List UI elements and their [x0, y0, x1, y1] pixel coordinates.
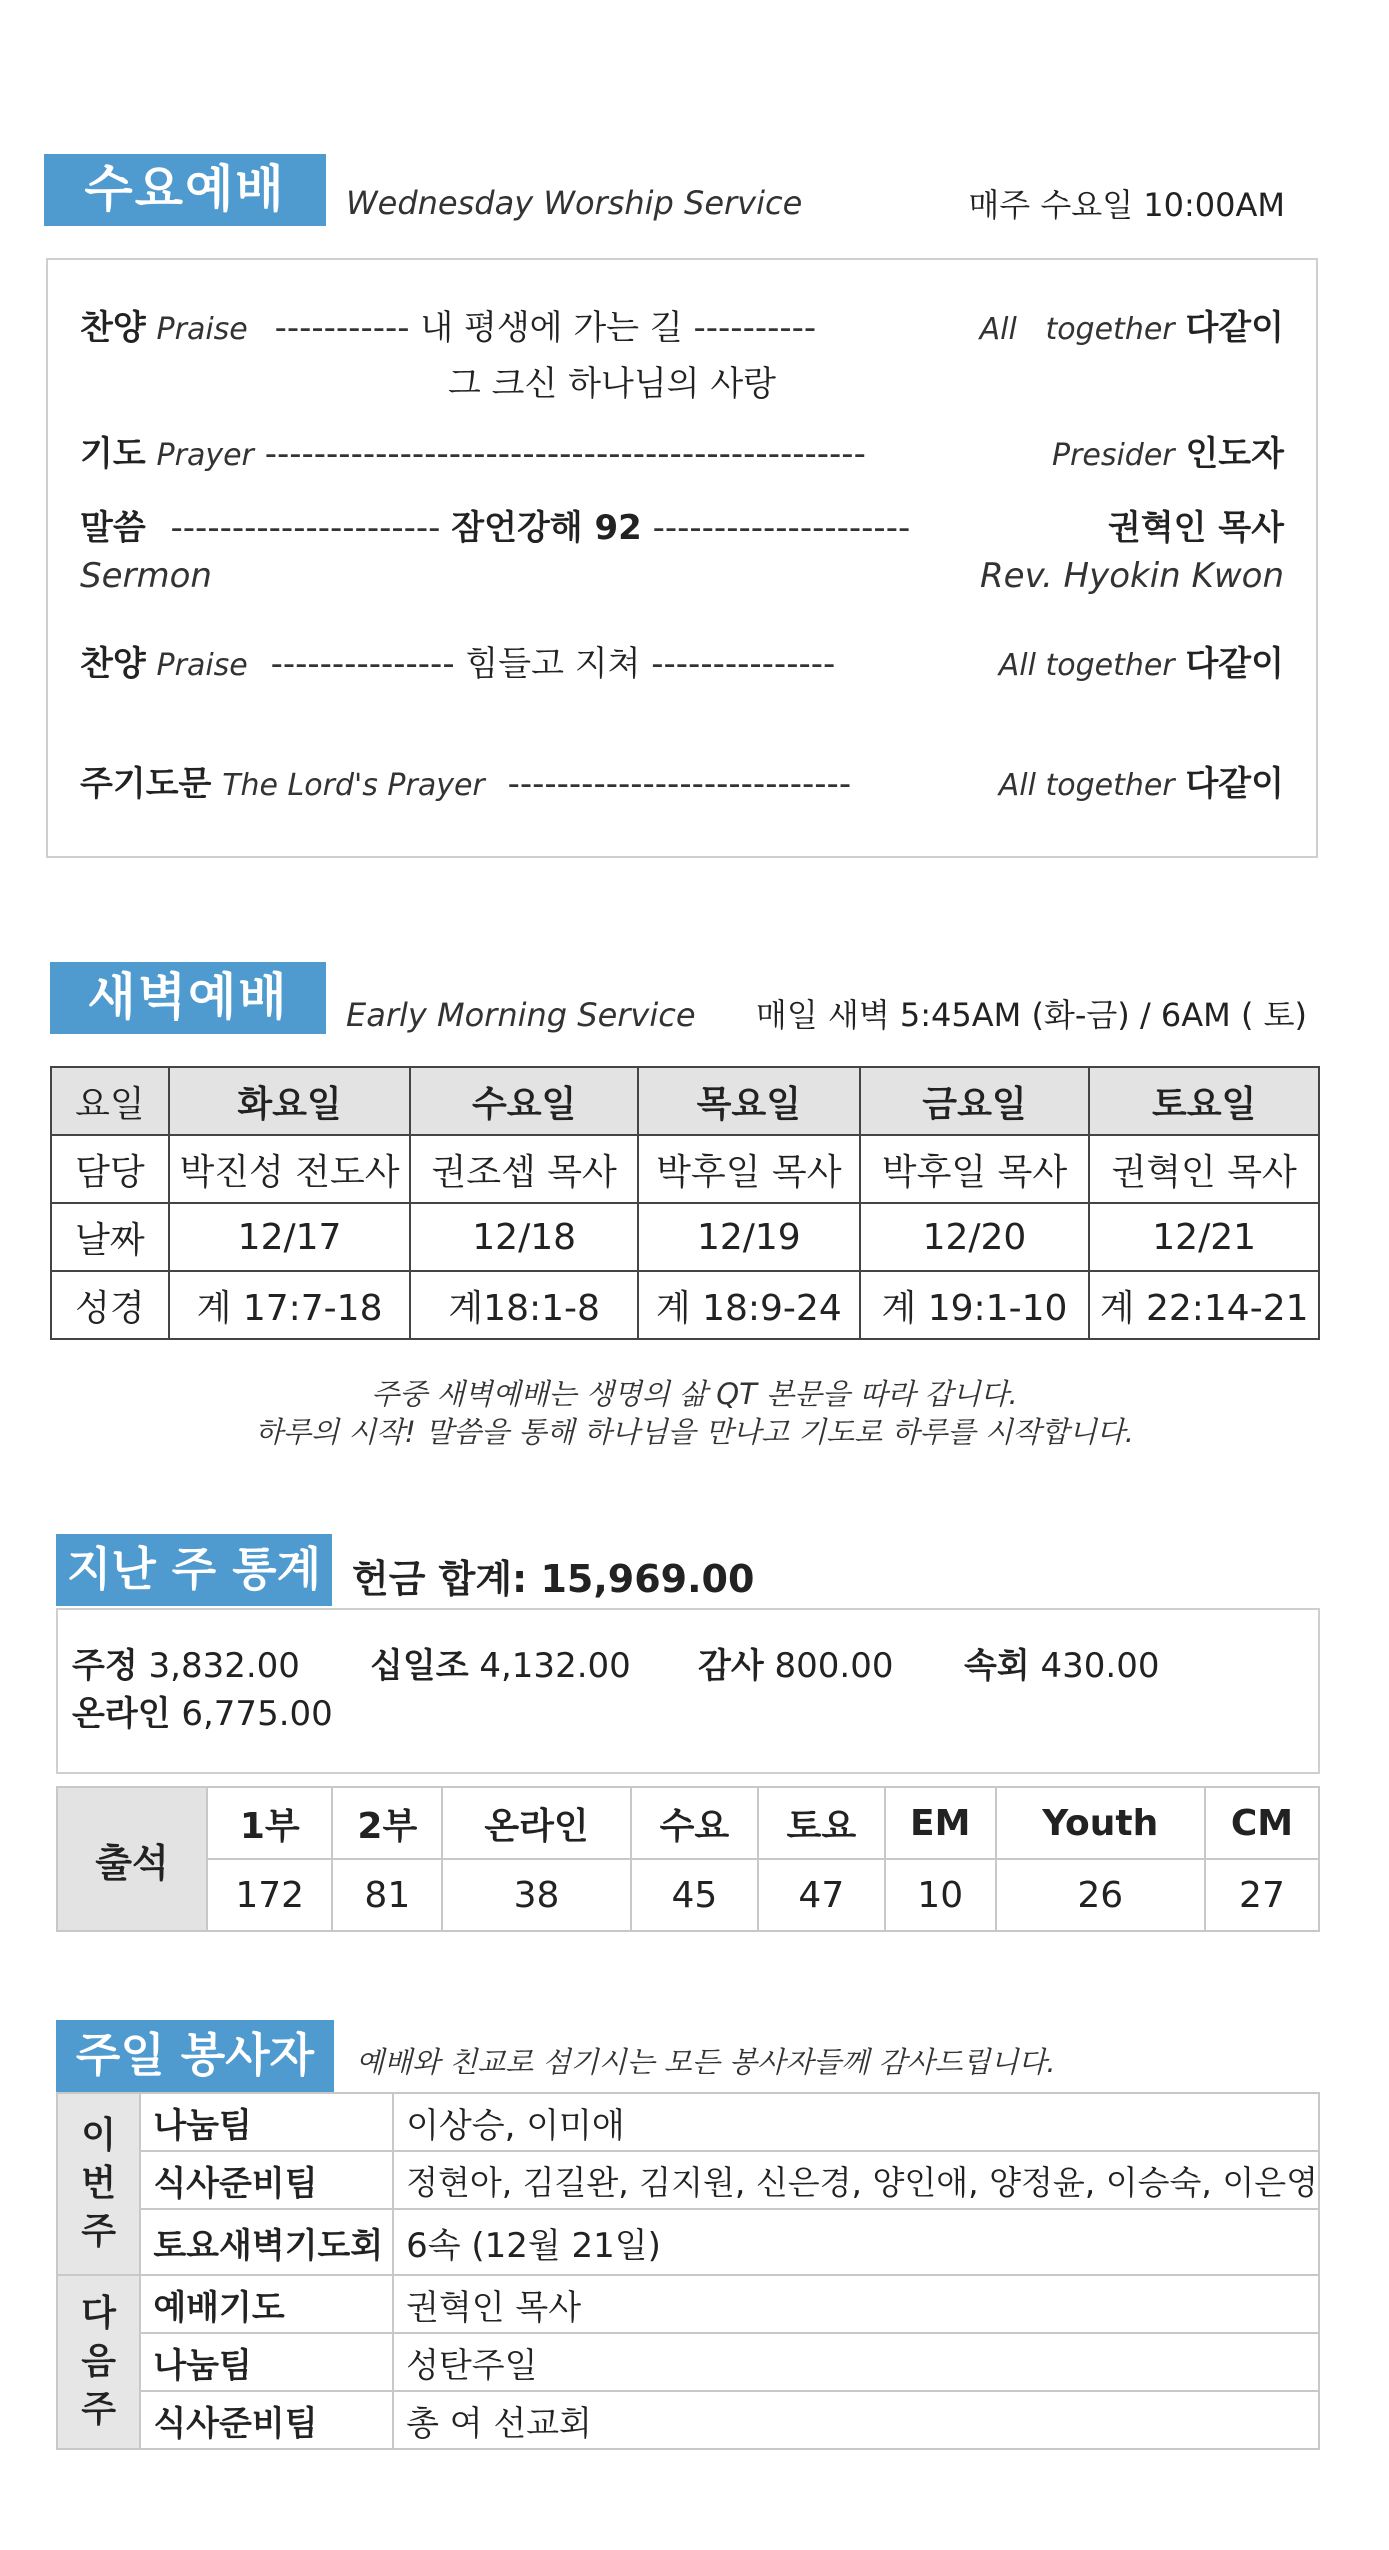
item-ko: 기도 [80, 434, 146, 474]
table-cell: 박후일 목사 [638, 1135, 860, 1203]
item-en-below: Sermon [80, 556, 212, 596]
table-row [57, 2151, 1319, 2209]
table-cell: 12/19 [638, 1203, 860, 1271]
morning-subtitle: Early Morning Service [346, 996, 696, 1034]
table-cell: 박진성 전도사 [169, 1135, 411, 1203]
order-item-praise-1-sub: 그 크신 하나님의 사랑 [448, 364, 777, 404]
table-cell: 날짜 [51, 1203, 169, 1271]
table-cell: 계18:1-8 [410, 1271, 638, 1339]
item-dash-right: --------------------- [652, 508, 911, 548]
stats-tag: 지난 주 통계 [56, 1534, 332, 1606]
item-ko: 말씀 [80, 508, 146, 548]
offering-item [72, 1686, 333, 1735]
item-dash-left: ---------------------- [170, 508, 441, 548]
item-right-en: All together [998, 648, 1175, 683]
this-week-label: 이 번 주 [57, 2093, 140, 2275]
item-title: 내 평생에 가는 길 [420, 308, 683, 348]
wednesday-schedule: 매주 수요일 10:00AM [968, 186, 1285, 224]
item-right-en: All together [979, 312, 1175, 347]
table-cell: 계 19:1-10 [860, 1271, 1090, 1339]
morning-note-1: 주중 새벽예배는 생명의 삶 QT 본문을 따라 갑니다. [371, 1377, 1018, 1411]
table-cell: 토요 [758, 1787, 885, 1859]
item-title: 잠언강해 92 [451, 508, 642, 548]
item-right-ko: 권혁인 목사 [1107, 508, 1284, 548]
item-en: Praise [156, 312, 248, 347]
item-dash-left: ----------- [274, 308, 410, 348]
offering-label: 속회 [964, 1646, 1030, 1686]
item-ko: 찬양 [80, 644, 146, 684]
volunteer-names: 권혁인 목사 [393, 2275, 1319, 2333]
item-right-en: Presider [1051, 438, 1175, 473]
wednesday-order-box [46, 258, 1318, 858]
item-dash-right: --------------- [651, 644, 836, 684]
table-cell: 26 [996, 1859, 1205, 1931]
offering-value: 3,832.00 [148, 1646, 300, 1686]
table-cell: 10 [885, 1859, 996, 1931]
table-row [57, 1859, 1319, 1931]
item-right-ko: 다같이 [1185, 644, 1284, 684]
offering-value: 4,132.00 [479, 1646, 631, 1686]
item-en: Prayer [156, 438, 254, 473]
table-cell: Youth [996, 1787, 1205, 1859]
table-cell: 수요일 [410, 1067, 638, 1135]
volunteer-names: 정현아, 김길완, 김지원, 신은경, 양인애, 양정윤, 이승숙, 이은영 [393, 2151, 1319, 2209]
volunteers-table [56, 2092, 1320, 2450]
item-right-en-below: Rev. Hyokin Kwon [980, 556, 1284, 596]
table-cell: 권혁인 목사 [1089, 1135, 1319, 1203]
volunteer-names: 이상승, 이미애 [393, 2093, 1319, 2151]
wednesday-tag: 수요예배 [44, 154, 326, 226]
table-cell: 토요일 [1089, 1067, 1319, 1135]
order-item-prayer [80, 426, 1284, 475]
item-right-ko: 인도자 [1185, 434, 1284, 474]
item-en: Praise [156, 648, 248, 683]
table-row [57, 2391, 1319, 2449]
table-cell: 12/18 [410, 1203, 638, 1271]
table-cell: 계 22:14-21 [1089, 1271, 1319, 1339]
table-cell: 12/17 [169, 1203, 411, 1271]
table-cell: CM [1205, 1787, 1319, 1859]
volunteer-role: 토요새벽기도회 [140, 2209, 393, 2275]
offering-label: 감사 [698, 1646, 764, 1686]
offerings-box [56, 1608, 1320, 1774]
offering-item [72, 1638, 300, 1687]
volunteer-role: 나눔팀 [140, 2093, 393, 2151]
table-cell: 계 17:7-18 [169, 1271, 411, 1339]
morning-schedule: 매일 새벽 5:45AM (화-금) / 6AM ( 토) [755, 996, 1307, 1034]
order-item-sermon [80, 500, 1284, 549]
offering-label: 온라인 [72, 1694, 171, 1734]
offering-item [964, 1638, 1159, 1687]
offering-label: 주정 [72, 1646, 138, 1686]
table-row [57, 2209, 1319, 2275]
offering-total: 헌금 합계: 15,969.00 [352, 1557, 755, 1601]
item-en: The Lord's Prayer [222, 768, 485, 803]
table-cell: 172 [207, 1859, 332, 1931]
table-cell: 박후일 목사 [860, 1135, 1090, 1203]
item-right-en: All together [998, 768, 1175, 803]
table-cell: 요일 [51, 1067, 169, 1135]
offering-item [370, 1638, 631, 1687]
table-cell: 담당 [51, 1135, 169, 1203]
table-cell: 45 [631, 1859, 758, 1931]
morning-schedule-table [50, 1066, 1320, 1340]
table-cell: 38 [442, 1859, 631, 1931]
table-cell: 금요일 [860, 1067, 1090, 1135]
table-cell: 성경 [51, 1271, 169, 1339]
table-cell: 수요 [631, 1787, 758, 1859]
offering-item [698, 1638, 893, 1687]
morning-tag: 새벽예배 [50, 962, 326, 1034]
volunteers-note: 예배와 친교로 섬기시는 모든 봉사자들께 감사드립니다. [356, 2045, 1056, 2079]
table-row [51, 1135, 1319, 1203]
morning-note-2: 하루의 시작! 말씀을 통해 하나님을 만나고 기도로 하루를 시작합니다. [255, 1415, 1134, 1449]
item-dash: ---------------------------- [507, 764, 852, 804]
volunteers-tag: 주일 봉사자 [56, 2020, 334, 2092]
table-header-row [57, 1787, 1319, 1859]
offering-label: 십일조 [370, 1646, 469, 1686]
table-cell: 계 18:9-24 [638, 1271, 860, 1339]
item-right-ko: 다같이 [1185, 308, 1284, 348]
table-cell: 81 [332, 1859, 442, 1931]
table-header-row [51, 1067, 1319, 1135]
order-item-praise-2 [80, 636, 1284, 685]
wednesday-subtitle: Wednesday Worship Service [346, 184, 803, 222]
volunteer-role: 식사준비팀 [140, 2391, 393, 2449]
attendance-table [56, 1786, 1320, 1932]
table-row [57, 2093, 1319, 2151]
volunteer-role: 식사준비팀 [140, 2151, 393, 2209]
item-right-ko: 다같이 [1185, 764, 1284, 804]
table-cell: 목요일 [638, 1067, 860, 1135]
table-cell: 권조셉 목사 [410, 1135, 638, 1203]
item-ko: 주기도문 [80, 764, 212, 804]
table-cell: 47 [758, 1859, 885, 1931]
volunteer-role: 예배기도 [140, 2275, 393, 2333]
item-dash-left: --------------- [270, 644, 455, 684]
table-cell: 1부 [207, 1787, 332, 1859]
volunteer-names: 성탄주일 [393, 2333, 1319, 2391]
item-dash: ------------------------------------------------- [264, 434, 866, 474]
table-row [57, 2275, 1319, 2333]
order-item-praise-1 [80, 300, 1284, 349]
table-cell: 12/21 [1089, 1203, 1319, 1271]
item-dash-right: ---------- [693, 308, 817, 348]
table-cell: 12/20 [860, 1203, 1090, 1271]
table-row [51, 1271, 1319, 1339]
offering-value: 800.00 [774, 1646, 894, 1686]
next-week-label: 다 음 주 [57, 2275, 140, 2449]
volunteer-role: 나눔팀 [140, 2333, 393, 2391]
table-row [51, 1203, 1319, 1271]
table-cell: 온라인 [442, 1787, 631, 1859]
table-cell: EM [885, 1787, 996, 1859]
item-ko: 찬양 [80, 308, 146, 348]
offering-value: 430.00 [1040, 1646, 1160, 1686]
table-cell: 화요일 [169, 1067, 411, 1135]
volunteer-names: 6속 (12월 21일) [393, 2209, 1319, 2275]
table-cell: 2부 [332, 1787, 442, 1859]
table-cell: 27 [1205, 1859, 1319, 1931]
order-item-sermon-en [80, 556, 1284, 596]
table-row [57, 2333, 1319, 2391]
volunteer-names: 총 여 선교회 [393, 2391, 1319, 2449]
attendance-label: 출석 [57, 1787, 207, 1931]
offering-value: 6,775.00 [181, 1694, 333, 1734]
order-item-lords-prayer [80, 756, 1284, 805]
item-title: 힘들고 지쳐 [465, 644, 641, 684]
